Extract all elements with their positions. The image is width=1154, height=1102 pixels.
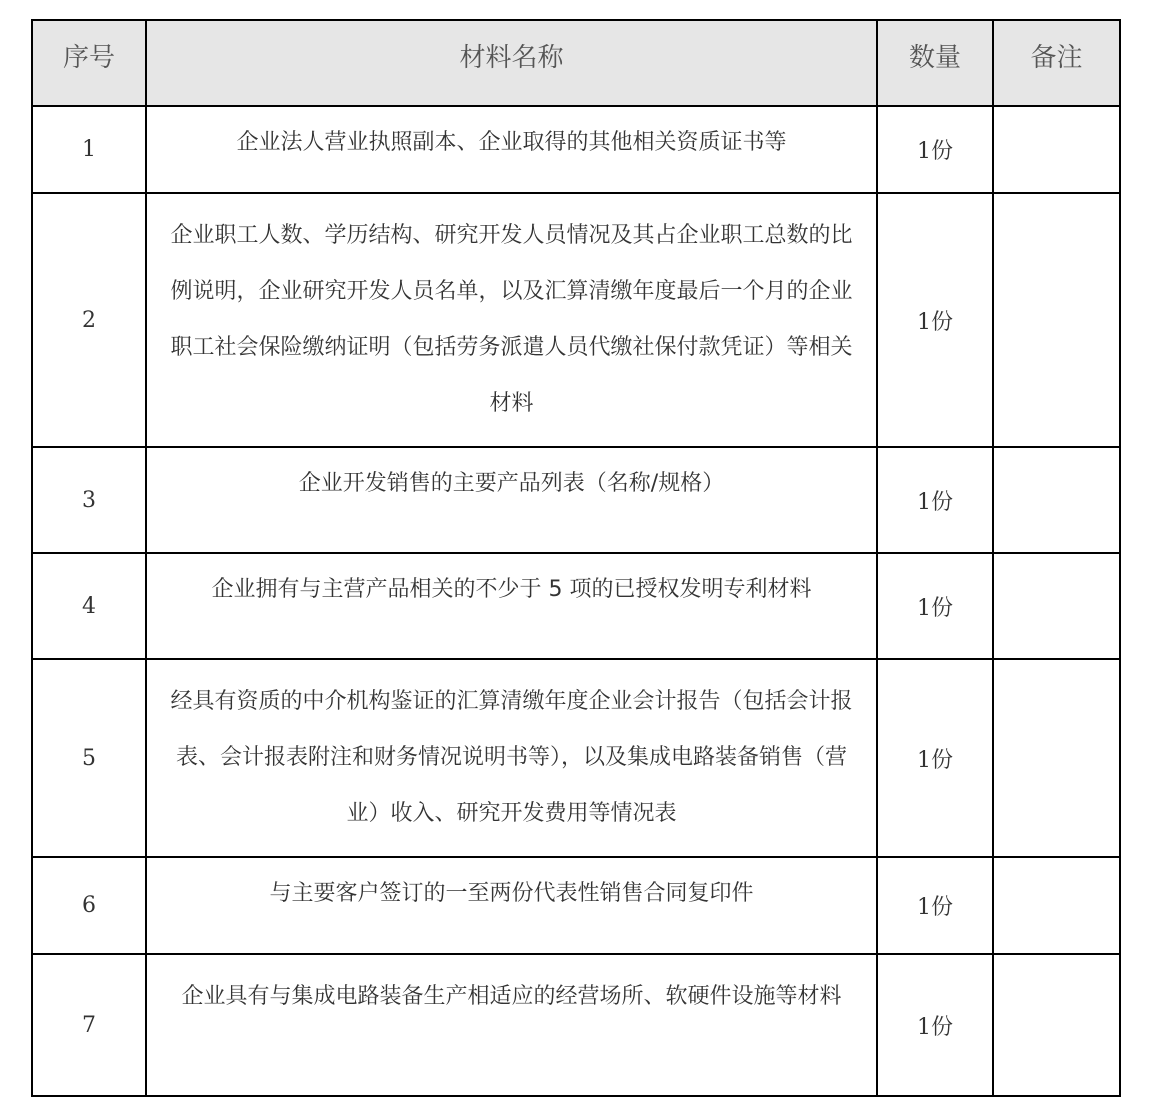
row-material-name: 与主要客户签订的一至两份代表性销售合同复印件 — [146, 857, 877, 954]
row-index: 7 — [32, 954, 146, 1096]
row-qty: 1份 — [877, 447, 993, 553]
table-row — [32, 193, 1120, 447]
row-index: 1 — [32, 106, 146, 193]
table-row — [32, 659, 1120, 857]
row-note — [993, 553, 1120, 659]
row-note — [993, 954, 1120, 1096]
header-qty: 数量 — [877, 20, 993, 106]
row-index: 6 — [32, 857, 146, 954]
table-row — [32, 954, 1120, 1096]
materials-table — [31, 19, 1121, 1097]
row-note — [993, 447, 1120, 553]
row-qty: 1份 — [877, 954, 993, 1096]
row-note — [993, 659, 1120, 857]
row-qty: 1份 — [877, 106, 993, 193]
row-material-name: 经具有资质的中介机构鉴证的汇算清缴年度企业会计报告（包括会计报表、会计报表附注和财务情况说明书等），以及集成电路装备销售（营业）收入、研究开发费用等情况表 — [146, 659, 877, 857]
row-qty: 1份 — [877, 553, 993, 659]
table-row — [32, 106, 1120, 193]
table-row — [32, 553, 1120, 659]
row-material-name: 企业职工人数、学历结构、研究开发人员情况及其占企业职工总数的比例说明，企业研究开发人员名单，以及汇算清缴年度最后一个月的企业职工社会保险缴纳证明（包括劳务派遣人员代缴社保付款凭证）等相关材料 — [146, 193, 877, 447]
row-material-name: 企业法人营业执照副本、企业取得的其他相关资质证书等 — [146, 106, 877, 193]
row-note — [993, 106, 1120, 193]
table-row — [32, 857, 1120, 954]
table-header-row — [32, 20, 1120, 106]
table-row — [32, 447, 1120, 553]
row-qty: 1份 — [877, 659, 993, 857]
row-note — [993, 857, 1120, 954]
header-index: 序号 — [32, 20, 146, 106]
row-index: 4 — [32, 553, 146, 659]
row-material-name: 企业具有与集成电路装备生产相适应的经营场所、软硬件设施等材料 — [146, 954, 877, 1096]
row-material-name: 企业拥有与主营产品相关的不少于 5 项的已授权发明专利材料 — [146, 553, 877, 659]
row-qty: 1份 — [877, 857, 993, 954]
header-name: 材料名称 — [146, 20, 877, 106]
row-qty: 1份 — [877, 193, 993, 447]
row-note — [993, 193, 1120, 447]
row-index: 5 — [32, 659, 146, 857]
row-material-name: 企业开发销售的主要产品列表（名称/规格） — [146, 447, 877, 553]
header-note: 备注 — [993, 20, 1120, 106]
row-index: 2 — [32, 193, 146, 447]
row-index: 3 — [32, 447, 146, 553]
